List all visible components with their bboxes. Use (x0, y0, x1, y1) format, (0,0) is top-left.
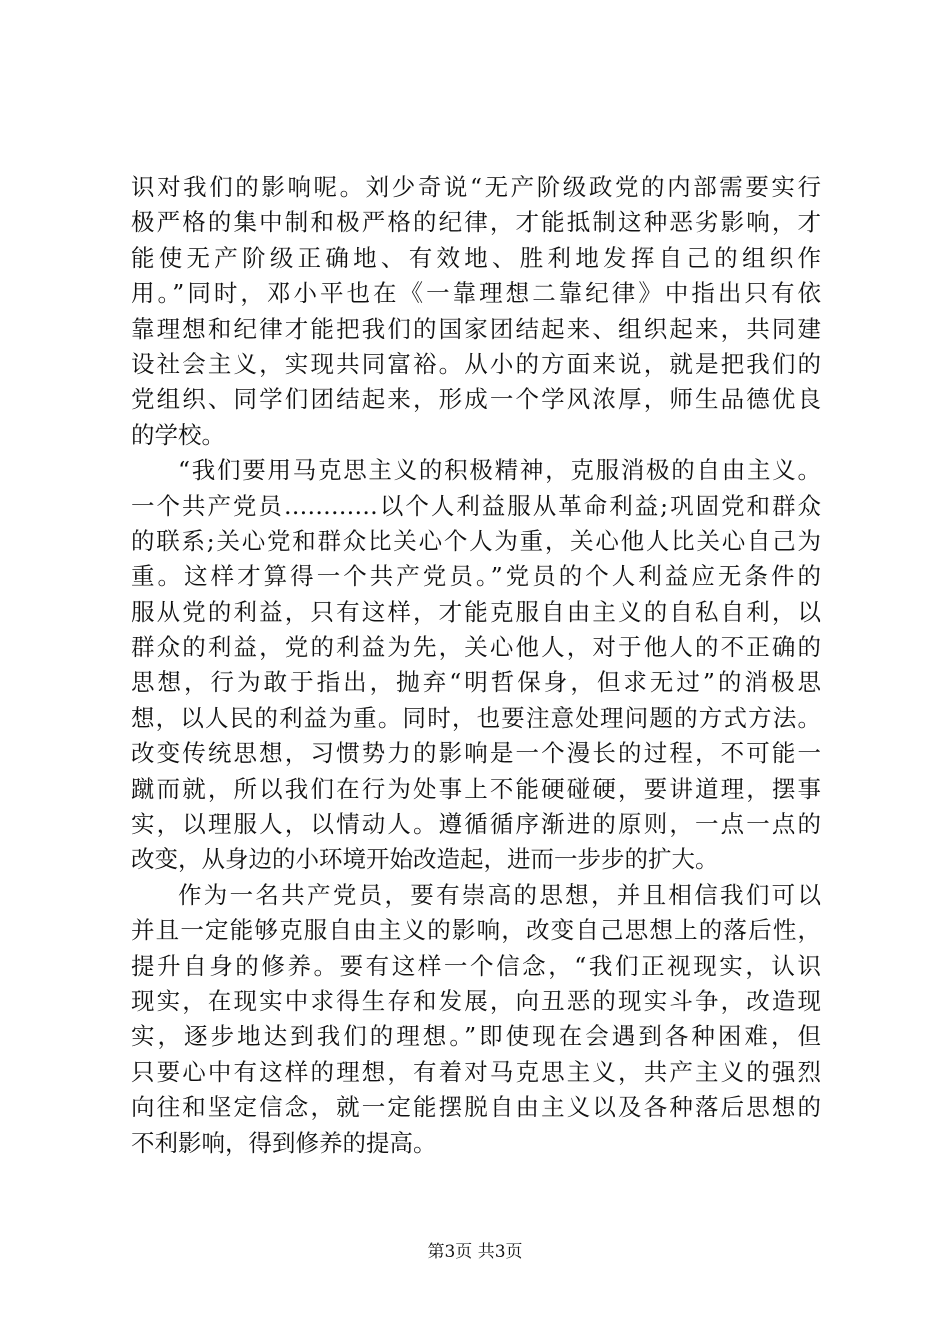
text-line: 实，逐步地达到我们的理想。”即使现在会遇到各种困难，但 (131, 1022, 821, 1051)
text-line: 靠理想和纪律才能把我们的国家团结起来、组织起来，共同建 (131, 314, 821, 343)
text-line: 党组织、同学们团结起来，形成一个学风浓厚，师生品德优良 (131, 385, 821, 414)
text-line: 一个共产党员…………以个人利益服从革命利益;巩固党和群众 (131, 491, 821, 520)
text-line: 并且一定能够克服自由主义的影响，改变自己思想上的落后性， (131, 916, 821, 945)
text-line: 改变传统思想，习惯势力的影响是一个漫长的过程，不可能一 (131, 739, 821, 768)
text-line: 想，以人民的利益为重。同时，也要注意处理问题的方式方法。 (131, 703, 821, 732)
paragraph (131, 878, 821, 1161)
document-body (131, 170, 821, 1161)
text-line: 极严格的集中制和极严格的纪律，才能抵制这种恶劣影响，才 (131, 208, 821, 237)
text-line: 思想，行为敢于指出，抛弃“明哲保身，但求无过”的消极思 (131, 668, 821, 697)
page-footer: 第3页 共3页 (427, 1242, 523, 1262)
text-line: 提升自身的修养。要有这样一个信念，“我们正视现实，认识 (131, 951, 821, 980)
text-line: 改变，从身边的小环境开始改造起，进而一步步的扩大。 (131, 845, 719, 874)
text-line: 识对我们的影响呢。刘少奇说“无产阶级政党的内部需要实行 (131, 173, 821, 201)
text-line: 重。这样才算得一个共产党员。”党员的个人利益应无条件的 (131, 562, 821, 591)
text-line: 只要心中有这样的理想，有着对马克思主义，共产主义的强烈 (131, 1057, 821, 1086)
text-line: 不利影响，得到修养的提高。 (131, 1128, 437, 1157)
text-line: 能使无产阶级正确地、有效地、胜利地发挥自己的组织作 (131, 243, 821, 272)
text-line: “我们要用马克思主义的积极精神，克服消极的自由主义。 (178, 456, 821, 485)
text-line: 的联系;关心党和群众比关心个人为重，关心他人比关心自己为 (131, 526, 821, 555)
text-line: 的学校。 (131, 420, 225, 449)
paragraph (131, 170, 821, 453)
text-line: 实，以理服人，以情动人。遵循循序渐进的原则，一点一点的 (131, 810, 821, 839)
text-line: 蹴而就，所以我们在行为处事上不能硬碰硬，要讲道理，摆事 (131, 774, 821, 803)
paragraph (131, 453, 821, 878)
text-line: 向往和坚定信念，就一定能摆脱自由主义以及各种落后思想的 (131, 1093, 821, 1122)
text-line: 用。”同时，邓小平也在《一靠理想二靠纪律》中指出只有依 (131, 279, 821, 308)
text-line: 作为一名共产党员，要有崇高的思想，并且相信我们可以 (178, 880, 821, 909)
text-line: 现实，在现实中求得生存和发展，向丑恶的现实斗争，改造现 (131, 986, 821, 1015)
text-line: 设社会主义，实现共同富裕。从小的方面来说，就是把我们的 (131, 349, 821, 378)
text-line: 群众的利益，党的利益为先，关心他人，对于他人的不正确的 (131, 633, 821, 662)
text-line: 服从党的利益，只有这样，才能克服自由主义的自私自利，以 (131, 597, 821, 626)
